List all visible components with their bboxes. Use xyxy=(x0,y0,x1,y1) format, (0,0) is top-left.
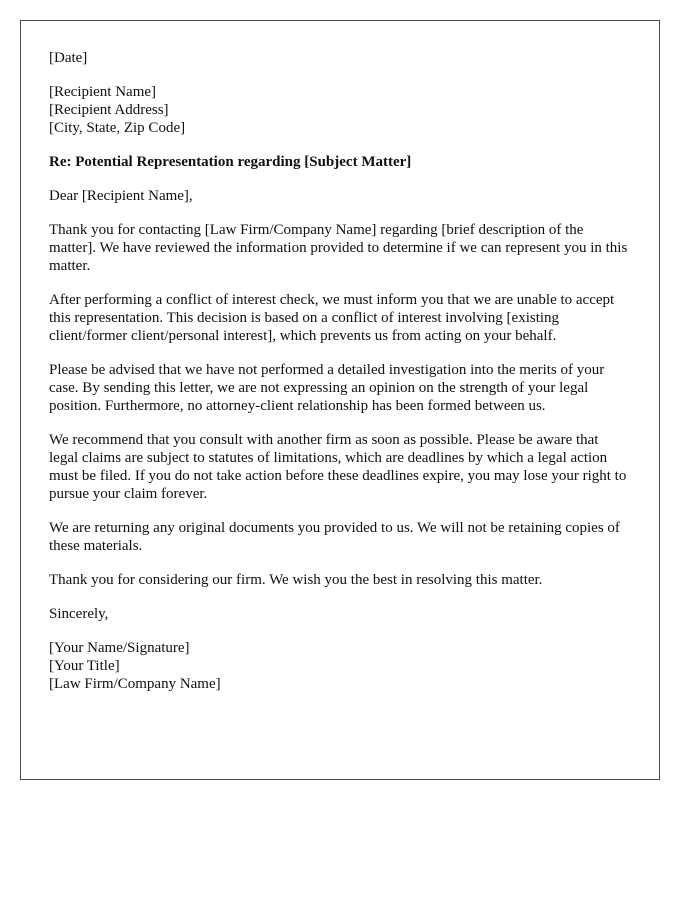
body-paragraph-documents: We are returning any original documents you provided to us. We will not be retaining copies of these materials. xyxy=(49,520,620,554)
recipient-name: [Recipient Name] xyxy=(49,84,157,100)
body-paragraph-thanks: Thank you for considering our firm. We wish you the best in resolving this matter. xyxy=(49,572,543,588)
body-paragraph-intro: Thank you for contacting [Law Firm/Company Name] regarding [brief description of the matter]. We have reviewed the information provided to determine if we can represent you in this matter. xyxy=(49,222,628,274)
signature-name: [Your Name/Signature] xyxy=(49,640,190,656)
recipient-city-state-zip: [City, State, Zip Code] xyxy=(49,120,186,136)
subject-line: Re: Potential Representation regarding [Subject Matter] xyxy=(49,154,412,170)
signature-title: [Your Title] xyxy=(49,658,120,674)
recipient-address: [Recipient Address] xyxy=(49,102,169,118)
letter-page xyxy=(20,20,660,780)
recipient-block xyxy=(49,83,631,137)
body-paragraph-conflict: After performing a conflict of interest check, we must inform you that we are unable to accept this representation. This decision is based on a conflict of interest involving [existing client/former client/personal interest], which prevents us from acting on your behalf. xyxy=(49,292,615,344)
letter-date: [Date] xyxy=(49,50,88,66)
body-paragraph-recommendation: We recommend that you consult with another firm as soon as possible. Please be aware that legal claims are subject to statutes of limitations, which are deadlines by which a legal action must be filed. If you do not take action before these deadlines expire, you may lose your right to pursue your claim forever. xyxy=(49,432,627,502)
closing: Sincerely, xyxy=(49,606,109,622)
signature-firm: [Law Firm/Company Name] xyxy=(49,676,221,692)
body-paragraph-disclaimer: Please be advised that we have not performed a detailed investigation into the merits of your case. By sending this letter, we are not expressing an opinion on the strength of your legal position. Furthermore, no attorney-client relationship has been formed between us. xyxy=(49,362,605,414)
salutation: Dear [Recipient Name], xyxy=(49,188,193,204)
signature-block xyxy=(49,639,631,693)
